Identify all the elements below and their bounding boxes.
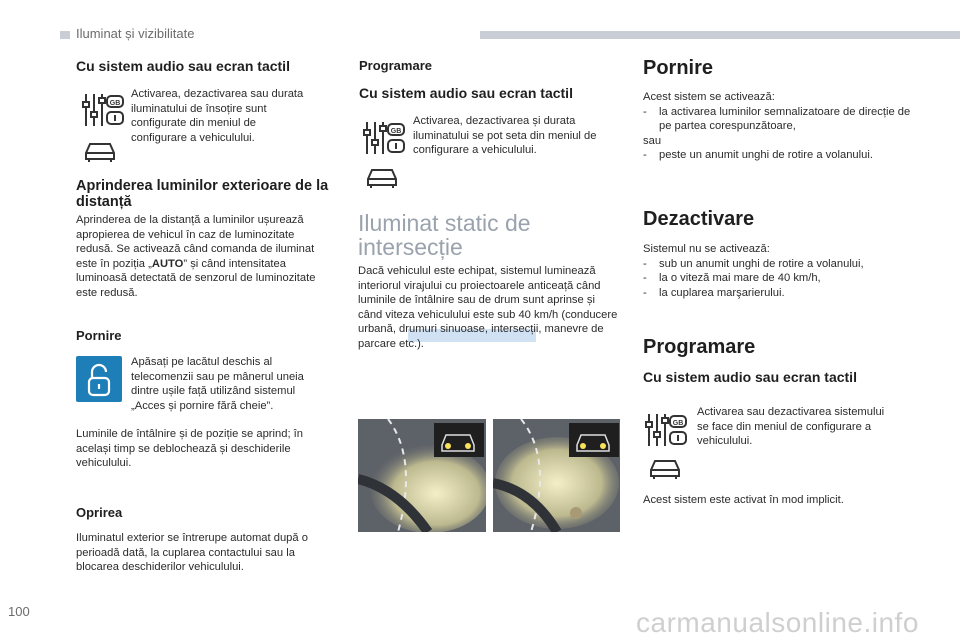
- heading-audio-col3: Cu sistem audio sau ecran tactil: [643, 369, 857, 385]
- cornering-illustration-2: [493, 419, 620, 532]
- deact-list: [643, 242, 913, 300]
- deact-item-3: la cuplarea marşarierului.: [659, 286, 785, 299]
- settings-sliders-gb-icon: [645, 412, 689, 456]
- deact-intro: Sistemul nu se activează:: [643, 243, 770, 255]
- settings-sliders-gb-icon: [82, 92, 126, 136]
- list-item: [643, 271, 913, 286]
- static-cornering-title: [358, 211, 618, 259]
- heading-programming-col2: Programare: [359, 58, 432, 73]
- gb-label: GB: [390, 128, 402, 135]
- header-bar: [480, 31, 960, 39]
- remote-text-a: Aprinderea de la distanță a luminilor ușurează apropierea de vehicul în caz de luminozitate redusă. Se activează când comanda de iluminat este în poziția „: [76, 214, 315, 270]
- bullet-dash: -: [643, 286, 647, 299]
- bullet-dash: -: [643, 149, 647, 162]
- audio-text-col1: Activarea, dezactivarea sau durata iluminatului de însoțire sunt configurate din meniul de configurare a vehiculului.: [131, 88, 304, 144]
- title-line-1: Iluminat static de: [358, 210, 531, 236]
- start-text-col1: Apăsați pe lacătul deschis al telecomenzii sau pe mânerul uneia dintre ușile față utilizând sistemul „Acces și pornire fără cheie”.: [131, 356, 304, 412]
- heading-audio-col1: Cu sistem audio sau ecran tactil: [76, 58, 290, 74]
- default-text: Acest sistem este activat în mod implicit.: [643, 494, 844, 506]
- section-title: Iluminat și vizibilitate: [76, 26, 195, 41]
- car-front-icon: [83, 139, 117, 168]
- remote-text-c: ” și când intensitatea luminoasă detectată de senzorul de luminozitate este redusă.: [76, 257, 316, 299]
- start-or: sau: [643, 134, 662, 147]
- auto-label: AUTO: [151, 257, 184, 270]
- static-cornering-text: Dacă vehiculul este echipat, sistemul luminează interiorul virajului cu proiectoarele anticeață când luminile de întâlnire sau de drum sunt aprinse și când viteza vehiculului este sub 40 km/h (conducere urbană, drumuri sinuoase, intersecții, manevre de parcare etc.).: [358, 265, 618, 350]
- remote-lighting-text: [76, 213, 332, 301]
- cornering-illustration-1: [358, 419, 486, 532]
- bullet-dash: -: [643, 105, 647, 118]
- start-list-col3: [643, 90, 913, 163]
- start-intro: Acest sistem se activează:: [643, 91, 775, 103]
- stop-text: Iluminatul exterior se întrerupe automat după o perioadă dată, la cuplarea contactului sau la blocarea deschiderilor vehiculului.: [76, 532, 308, 574]
- list-item: [643, 148, 913, 163]
- start-item-2: peste un anumit unghi de rotire a volanului.: [659, 149, 873, 162]
- heading-start-col1: Pornire: [76, 328, 122, 343]
- heading-programming-col3: Programare: [643, 336, 756, 358]
- list-item: [643, 105, 913, 134]
- audio-text-col2: Activarea, dezactivarea și durata iluminatului se pot seta din meniul de configurare a vehiculului.: [413, 115, 597, 157]
- watermark: carmanualsonline.info: [636, 607, 919, 638]
- deact-item-2: la o viteză mai mare de 40 km/h,: [659, 272, 821, 285]
- heading-deactivation: Dezactivare: [643, 208, 755, 230]
- list-item: [643, 257, 913, 272]
- heading-remote-lighting: Aprinderea luminilor exterioare de la distanță: [76, 178, 329, 210]
- gb-label: GB: [672, 420, 684, 427]
- list-item: [643, 286, 913, 301]
- start-text2-col1: Luminile de întâlnire și de poziție se aprind; în același timp se deblochează și deschiderile vehiculului.: [76, 428, 303, 470]
- heading-audio-col2: Cu sistem audio sau ecran tactil: [359, 85, 573, 101]
- heading-start-col3: Pornire: [643, 57, 714, 79]
- start-item-1: la activarea luminilor semnalizatoare de direcție de pe partea corespunzătoare,: [659, 105, 911, 133]
- unlocked-padlock-icon: [76, 356, 122, 402]
- deact-item-1: sub un anumit unghi de rotire a volanului,: [659, 257, 864, 270]
- heading-stop: Oprirea: [76, 505, 123, 520]
- car-front-icon: [365, 165, 399, 194]
- header-tick: [60, 31, 70, 39]
- title-line-2: intersecție: [358, 234, 463, 260]
- audio-text-col3: Activarea sau dezactivarea sistemului se face din meniul de configurare a vehiculului.: [697, 406, 885, 448]
- settings-sliders-gb-icon: [363, 120, 407, 164]
- bullet-dash: -: [643, 272, 647, 285]
- bullet-dash: -: [643, 257, 647, 270]
- page-number: 100: [8, 604, 30, 619]
- gb-label: GB: [109, 100, 121, 107]
- car-front-icon: [648, 456, 682, 485]
